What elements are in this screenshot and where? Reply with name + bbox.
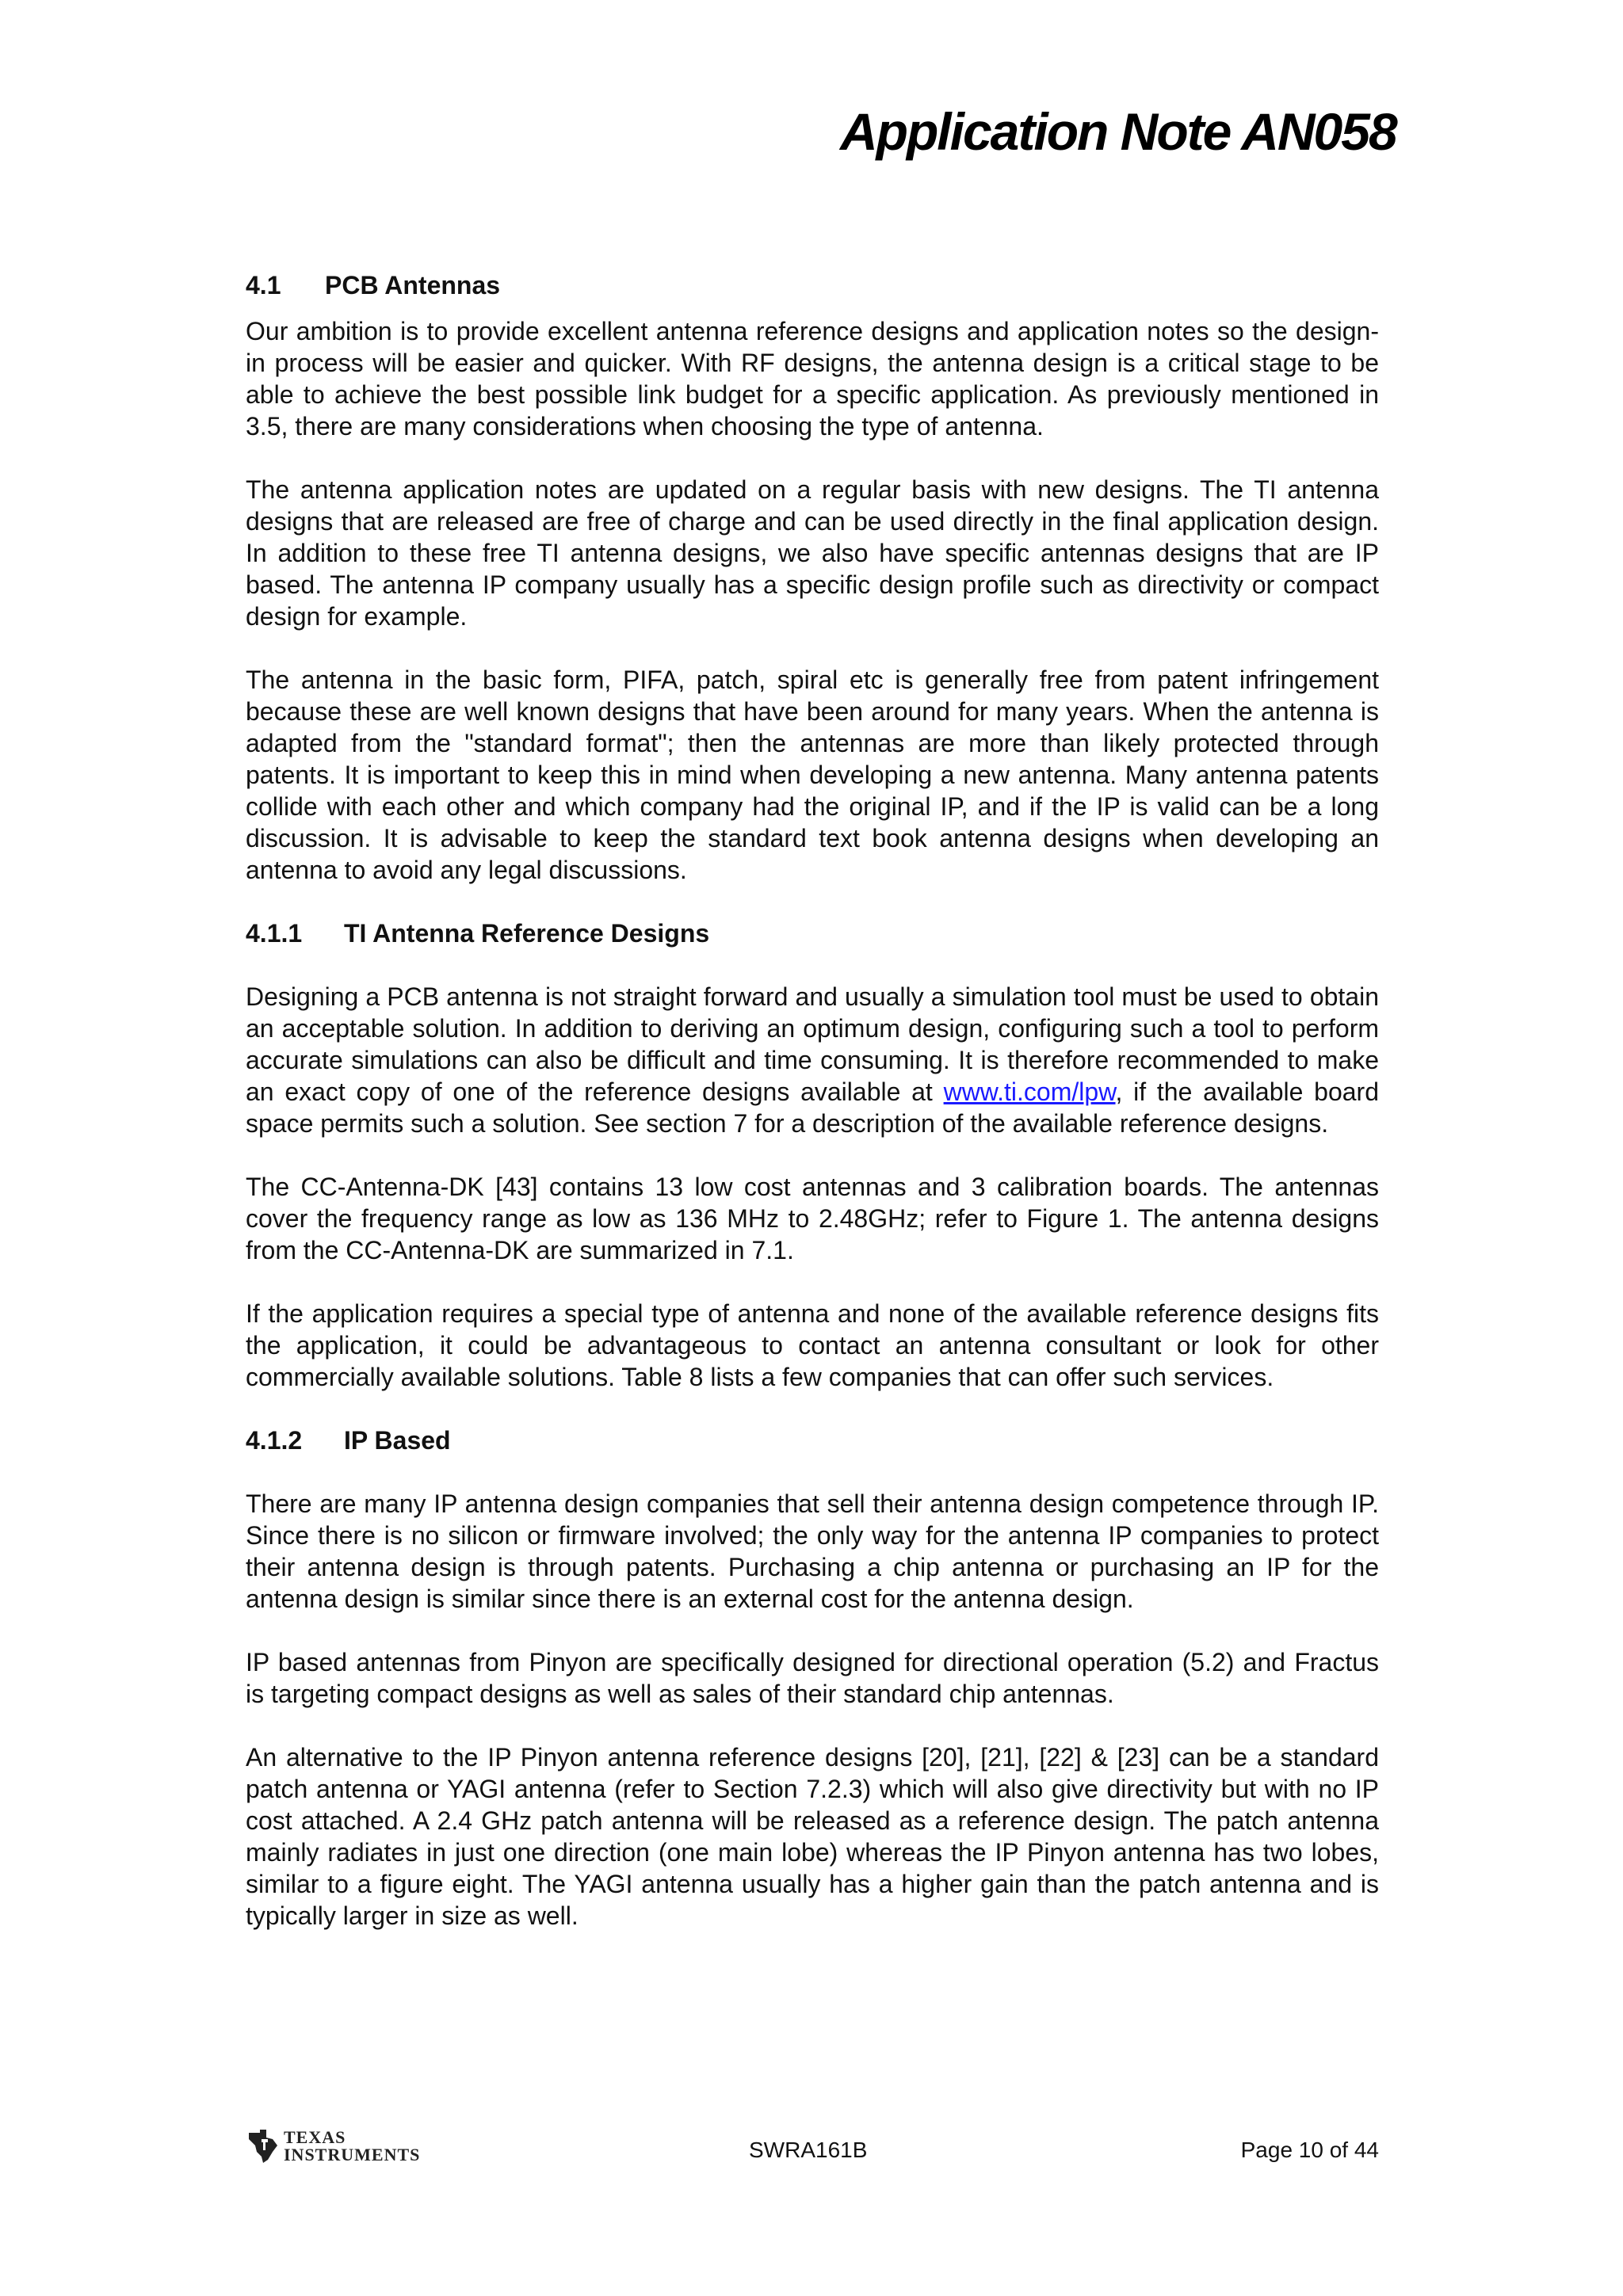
- paragraph: If the application requires a special type of antenna and none of the available reference designs fits the application, it could be advantageous to contact an antenna consultant or look for other commercially available solutions. Table 8 lists a few companies that can offer such services.: [246, 1299, 1379, 1391]
- paragraph: Our ambition is to provide excellent antenna reference designs and application notes so the design-in process will be easier and quicker. With RF designs, the antenna design is a critical stage to be able to achieve the best possible link budget for a specific application. As previously mentioned in 3.5, there are many considerations when choosing the type of antenna.: [246, 317, 1379, 441]
- ti-lpw-link[interactable]: www.ti.com/lpw: [943, 1077, 1116, 1106]
- section-heading-4-1: [246, 269, 1379, 301]
- header-title: Application Note AN058: [840, 102, 1396, 161]
- document-id: SWRA161B: [749, 2138, 868, 2162]
- section-title: PCB Antennas: [325, 271, 501, 299]
- section-number: 4.1: [246, 271, 281, 299]
- paragraph-text: , if the available board space permits such a solution. See section 7 for a description of the available reference designs.: [246, 1077, 1380, 1138]
- paragraph: [246, 981, 1379, 1139]
- section-title: IP Based: [344, 1426, 451, 1455]
- paragraph-text: Designing a PCB antenna is not straight forward and usually a simulation tool must be used to obtain an acceptable solution. In addition to deriving an optimum design, configuring such a tool to perform accurate simulations can also be difficult and time consuming. It is therefore recommended to make an exact copy of one of the reference designs available at: [246, 982, 1379, 1106]
- page-number: Page 10 of 44: [1240, 2138, 1379, 2162]
- section-number: 4.1.2: [246, 1426, 303, 1455]
- page-footer: [246, 2127, 1379, 2179]
- section-title: TI Antenna Reference Designs: [344, 919, 710, 948]
- paragraph: There are many IP antenna design companies that sell their antenna design competence through IP. Since there is no silicon or firmware involved; the only way for the antenna IP companies to protect their antenna design is through patents. Purchasing a chip antenna or purchasing an IP for the antenna design is similar since there is an external cost for the antenna design.: [246, 1489, 1379, 1613]
- ti-state-icon: [246, 2128, 281, 2164]
- logo-line1: TEXAS: [284, 2127, 346, 2147]
- page-content: [246, 269, 1379, 1932]
- section-heading-4-1-1: [246, 917, 1379, 949]
- ti-logo: [246, 2128, 420, 2164]
- paragraph: The antenna application notes are updated on a regular basis with new designs. The TI antenna designs that are released are free of charge and can be used directly in the final application design. In addition to these free TI antenna designs, we also have specific antennas designs that are IP based. The antenna IP company usually has a specific design profile such as directivity or compact design for example.: [246, 475, 1379, 631]
- logo-line2: INSTRUMENTS: [284, 2145, 421, 2164]
- section-number: 4.1.1: [246, 919, 303, 948]
- paragraph: The CC-Antenna-DK [43] contains 13 low cost antennas and 3 calibration boards. The antennas cover the frequency range as low as 136 MHz to 2.48GHz; refer to Figure 1. The antenna designs from the CC-Antenna-DK are summarized in 7.1.: [246, 1173, 1379, 1264]
- paragraph: IP based antennas from Pinyon are specifically designed for directional operation (5.2) and Fractus is targeting compact designs as well as sales of their standard chip antennas.: [246, 1648, 1379, 1708]
- paragraph: The antenna in the basic form, PIFA, patch, spiral etc is generally free from patent infringement because these are well known designs that have been around for many years. When the antenna is adapted from the "standard format"; then the antennas are more than likely protected through patents. It is important to keep this in mind when developing a new antenna. Many antenna patents collide with each other and which company had the original IP, and if the IP is valid can be a long discussion. It is advisable to keep the standard text book antenna designs when developing an antenna to avoid any legal discussions.: [246, 666, 1379, 884]
- section-heading-4-1-2: [246, 1425, 1379, 1456]
- paragraph: An alternative to the IP Pinyon antenna reference designs [20], [21], [22] & [23] can be a standard patch antenna or YAGI antenna (refer to Section 7.2.3) which will also give directivity but with no IP cost attached. A 2.4 GHz patch antenna will be released as a reference design. The patch antenna mainly radiates in just one direction (one main lobe) whereas the IP Pinyon antenna has two lobes, similar to a figure eight. The YAGI antenna usually has a higher gain than the patch antenna and is typically larger in size as well.: [246, 1743, 1379, 1930]
